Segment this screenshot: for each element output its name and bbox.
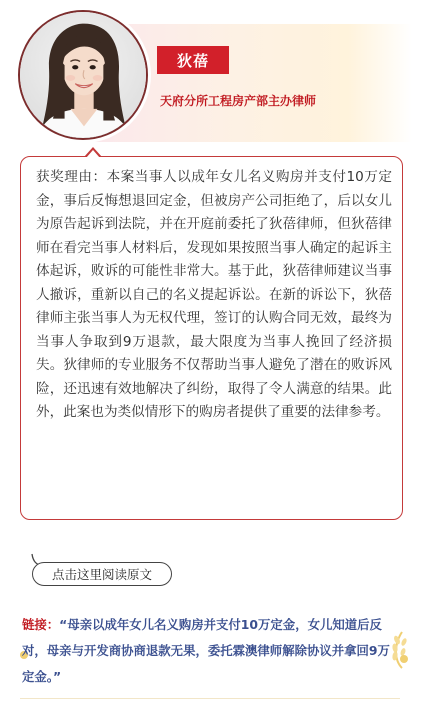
read-original-button[interactable]: 点击这里阅读原文 (32, 562, 172, 586)
award-reason-text: 获奖理由：本案当事人以成年女儿名义购房并支付10万定金，事后反悔想退回定金，但被房产公司拒绝了，后以女儿为原告起诉到法院，并在开庭前委托了狄蓓律师，但狄蓓律师在看完当事人材料后，发现如果按照当事人确定的起诉主体起诉，败诉的可能性非常大。基于此，狄蓓律师建议当事人撤诉，重新以自己的名义提起诉讼。在新的诉讼下，狄蓓律师主张当事人为无权代理，签订的认购合同无效，最终为当事人争取到9万退款，最大限度为当事人挽回了经济损失。狄律师的专业服务不仅帮助当事人避免了潜在的败诉风险，还迅速有效地解决了纠纷，取得了令人满意的结果。此外，此案也为类似情形下的购房者提供了重要的法律参考。 (36, 169, 392, 420)
avatar (18, 10, 148, 140)
lawyer-name-badge: 狄蓓 (157, 46, 229, 74)
lawyer-title: 天府分所工程房产部主办律师 (160, 94, 317, 108)
related-article-link[interactable] (22, 612, 394, 690)
lawyer-portrait (20, 12, 146, 138)
link-text[interactable]: “母亲以成年女儿名义购房并支付10万定金，女儿知道后反对，母亲与开发商协商退款无果，委托霖澳律师解除协议并拿回9万定金。” (22, 617, 390, 684)
decorative-dot (400, 655, 408, 663)
divider (20, 698, 400, 699)
link-label: 链接： (22, 617, 60, 632)
bubble-pointer-fill (86, 150, 100, 158)
